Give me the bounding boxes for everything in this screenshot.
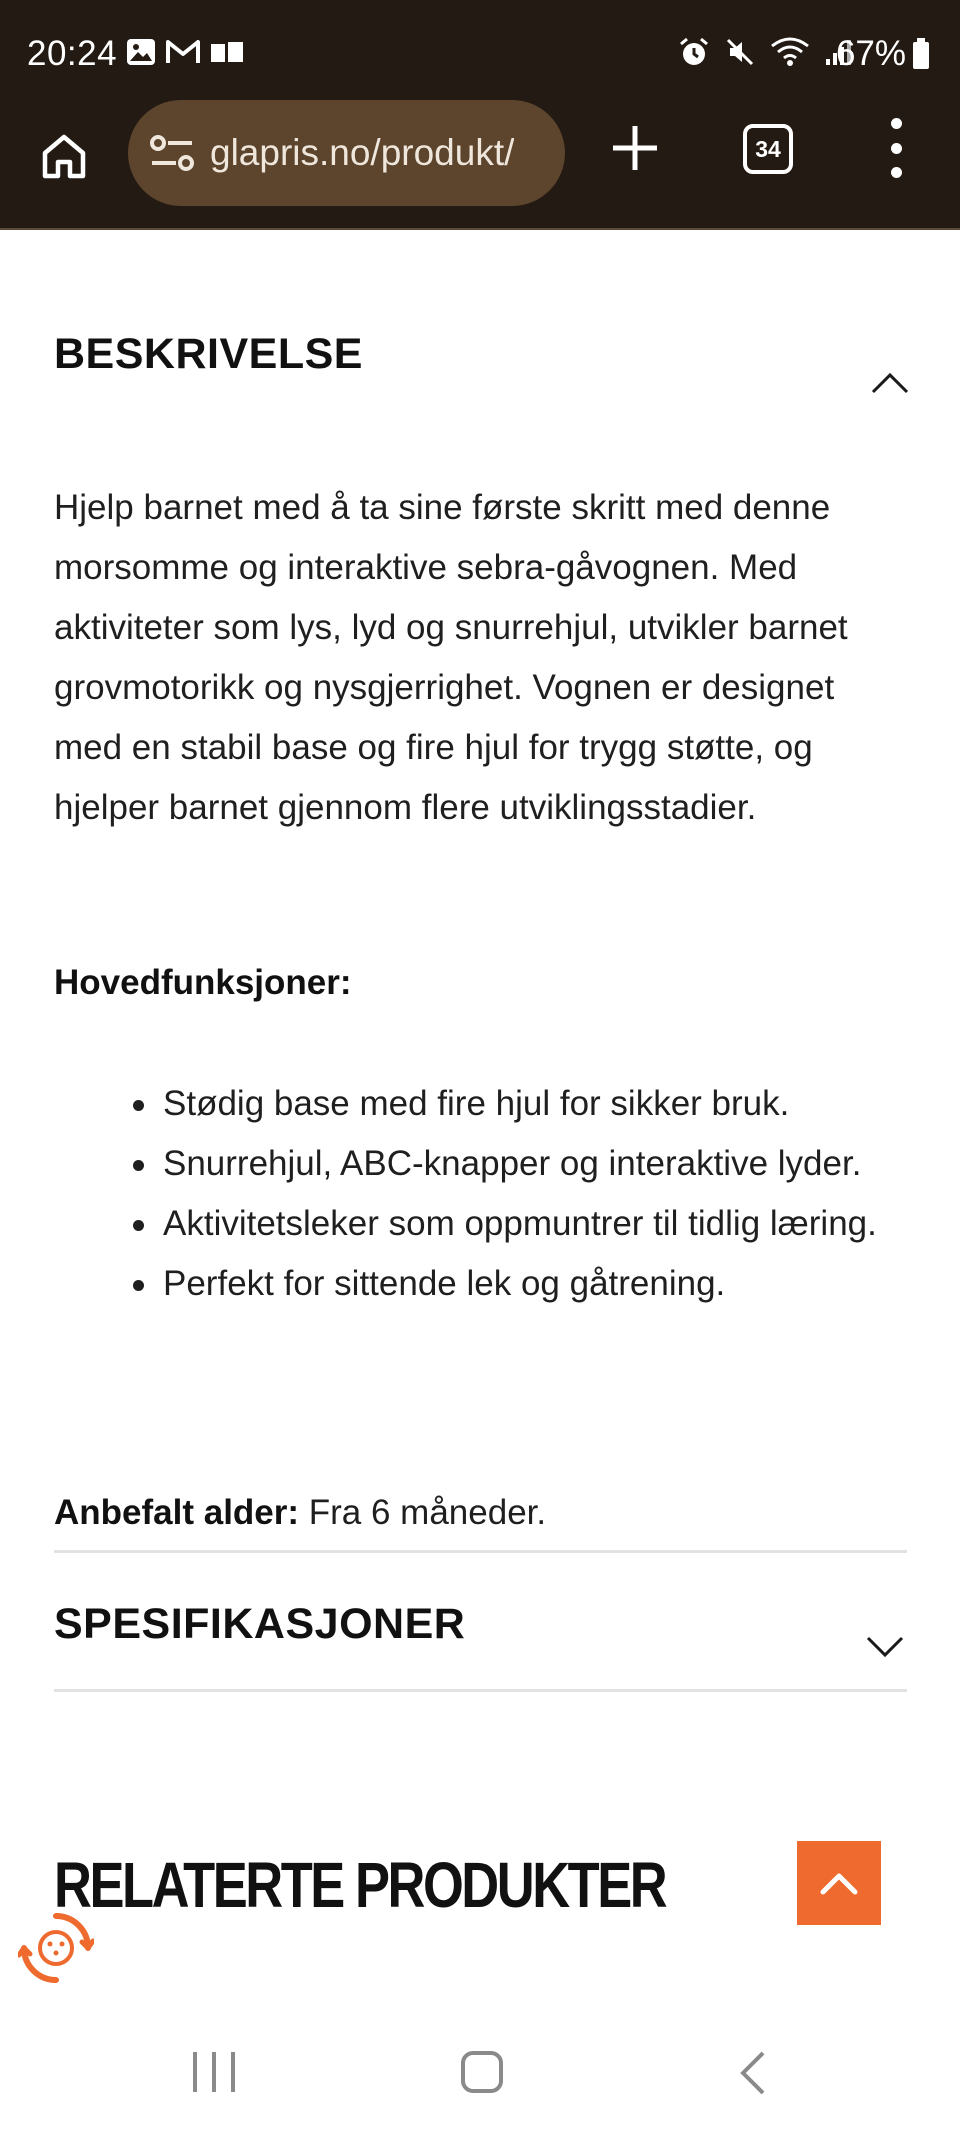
description-text: Hjelp barnet med å ta sine første skritt med denne morsomme og interaktive sebra-gåvognen. Med aktiviteter som lys, lyd og snurrehjul, utvikler barnet grovmotorikk og nysgjerrighet. Vognen er designet med en stabil base og fire hjul for trygg støtte, og hjelper barnet gjennom flere utviklingsstadier. — [54, 488, 848, 827]
features-heading: Hovedfunksjoner: — [54, 963, 352, 1002]
battery-icon — [912, 38, 930, 70]
list-item: Snurrehjul, ABC-knapper og interaktive lyder. — [163, 1134, 903, 1194]
chevron-down-icon[interactable] — [865, 1635, 905, 1659]
related-products-heading: RELATERTE PRODUKTER — [54, 1849, 666, 1921]
recommended-age — [54, 1493, 546, 1533]
new-tab-icon[interactable] — [607, 120, 663, 176]
browser-toolbar — [0, 98, 960, 230]
home-nav-button[interactable] — [461, 2051, 503, 2093]
specifications-heading[interactable]: SPESIFIKASJONER — [54, 1600, 466, 1648]
gmail-icon — [166, 39, 200, 65]
recent-apps-button[interactable] — [193, 2052, 235, 2092]
reader-icon — [210, 40, 244, 64]
list-item: Perfekt for sittende lek og gåtrening. — [163, 1254, 903, 1314]
system-icons — [678, 36, 854, 68]
chat-widget-icon[interactable] — [18, 1910, 94, 1986]
description-heading[interactable]: BESKRIVELSE — [54, 330, 363, 378]
chevron-up-icon[interactable] — [870, 371, 910, 395]
divider — [54, 1689, 907, 1692]
site-settings-icon[interactable] — [148, 133, 196, 173]
home-icon — [39, 131, 89, 181]
address-bar[interactable] — [128, 100, 565, 206]
mute-icon — [724, 36, 756, 68]
tab-switcher-button[interactable]: 34 — [743, 124, 793, 174]
age-value: Fra 6 måneder. — [299, 1493, 547, 1532]
scroll-to-top-button[interactable] — [797, 1841, 881, 1925]
system-navigation-bar — [0, 2020, 960, 2133]
feature-list — [163, 1074, 903, 1314]
battery-status — [836, 34, 930, 74]
url-text: glapris.no/produkt/ — [210, 132, 515, 173]
list-item: Stødig base med fire hjul for sikker bruk. — [163, 1074, 903, 1134]
home-button[interactable] — [36, 128, 92, 184]
back-icon[interactable] — [737, 2050, 767, 2096]
gallery-icon — [126, 38, 156, 66]
list-item: Aktivitetsleker som oppmuntrer til tidlig læring. — [163, 1194, 903, 1254]
notification-icons — [126, 38, 244, 66]
wifi-icon — [770, 36, 810, 68]
more-menu-icon[interactable] — [880, 118, 912, 178]
divider — [54, 1550, 907, 1553]
status-time: 20:24 — [27, 34, 118, 73]
status-bar — [0, 0, 960, 98]
chevron-up-icon — [819, 1870, 859, 1896]
alarm-icon — [678, 36, 710, 68]
age-label: Anbefalt alder: — [54, 1493, 300, 1532]
battery-percent: 67% — [835, 34, 906, 73]
